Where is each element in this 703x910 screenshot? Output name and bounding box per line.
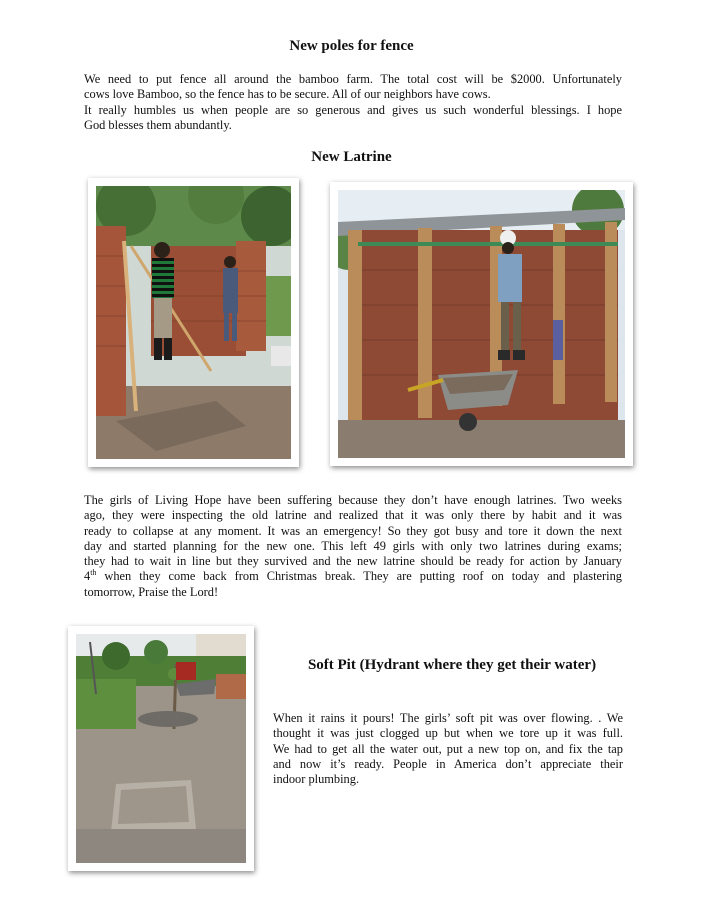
date-rest: when they come back from Christmas break. They are putting roof on today and plastering	[96, 569, 622, 584]
latrine-line-1: The girls of Living Hope have been suffering because they don’t have enough latrines. Two weeks	[84, 493, 622, 507]
soft-pit-image	[76, 634, 246, 863]
latrine-walls-image	[96, 186, 291, 459]
latrine-line-7: tomorrow, Praise the Lord!	[84, 584, 219, 599]
fence-heading: New poles for fence	[289, 38, 414, 54]
latrine-construction-photo-right	[330, 182, 633, 466]
latrine-line-5: they had to wait in line but they survived and the new latrine should be ready for action by January	[84, 554, 622, 569]
soft-pit-line-5: indoor plumbing.	[273, 772, 360, 787]
latrine-line-6	[84, 569, 622, 584]
soft-pit-photo	[68, 626, 254, 871]
fence-paragraph	[84, 72, 622, 133]
soft-pit-heading: Soft Pit (Hydrant where they get their water)	[307, 657, 597, 673]
soft-pit-line-3: We had to get all the water out, put a new top on, and fix the tap	[273, 741, 623, 756]
latrine-line-4: day and started planning for the new one. This left 49 girls with only two latrines during exams;	[84, 538, 622, 553]
fence-line-2: cows love Bamboo, so the fence has to be secure. All of our neighbors have cows.	[84, 87, 491, 102]
latrine-heading: New Latrine	[311, 149, 392, 165]
date-suffix: th	[90, 568, 97, 578]
soft-pit-line-1: When it rains it pours! The girls’ soft pit was over flowing. . We	[273, 711, 623, 725]
latrine-paragraph	[84, 493, 622, 600]
latrine-line-2: ago, they were inspecting the old latrine and realized that it was only there by habit and it was	[84, 508, 622, 523]
fence-line-1: We need to put fence all around the bamboo farm. The total cost will be $2000. Unfortunately	[84, 72, 622, 86]
fence-line-3: It really humbles us when people are so generous and gives us such wonderful blessings. I hope	[84, 102, 622, 117]
fence-line-4: God blesses them abundantly.	[84, 117, 232, 132]
latrine-line-3: ready to collapse at any moment. It was an emergency! So they got busy and tore it down the next	[84, 523, 622, 538]
date-day: 4	[84, 569, 91, 584]
latrine-construction-photo-left	[88, 178, 299, 467]
latrine-frame-image	[338, 190, 625, 458]
soft-pit-line-4: and now it’s ready. People in America don’t appreciate their	[273, 756, 623, 771]
soft-pit-paragraph	[273, 711, 623, 787]
soft-pit-line-2: thought it was just clogged up but when we tore up it was full.	[273, 726, 623, 741]
